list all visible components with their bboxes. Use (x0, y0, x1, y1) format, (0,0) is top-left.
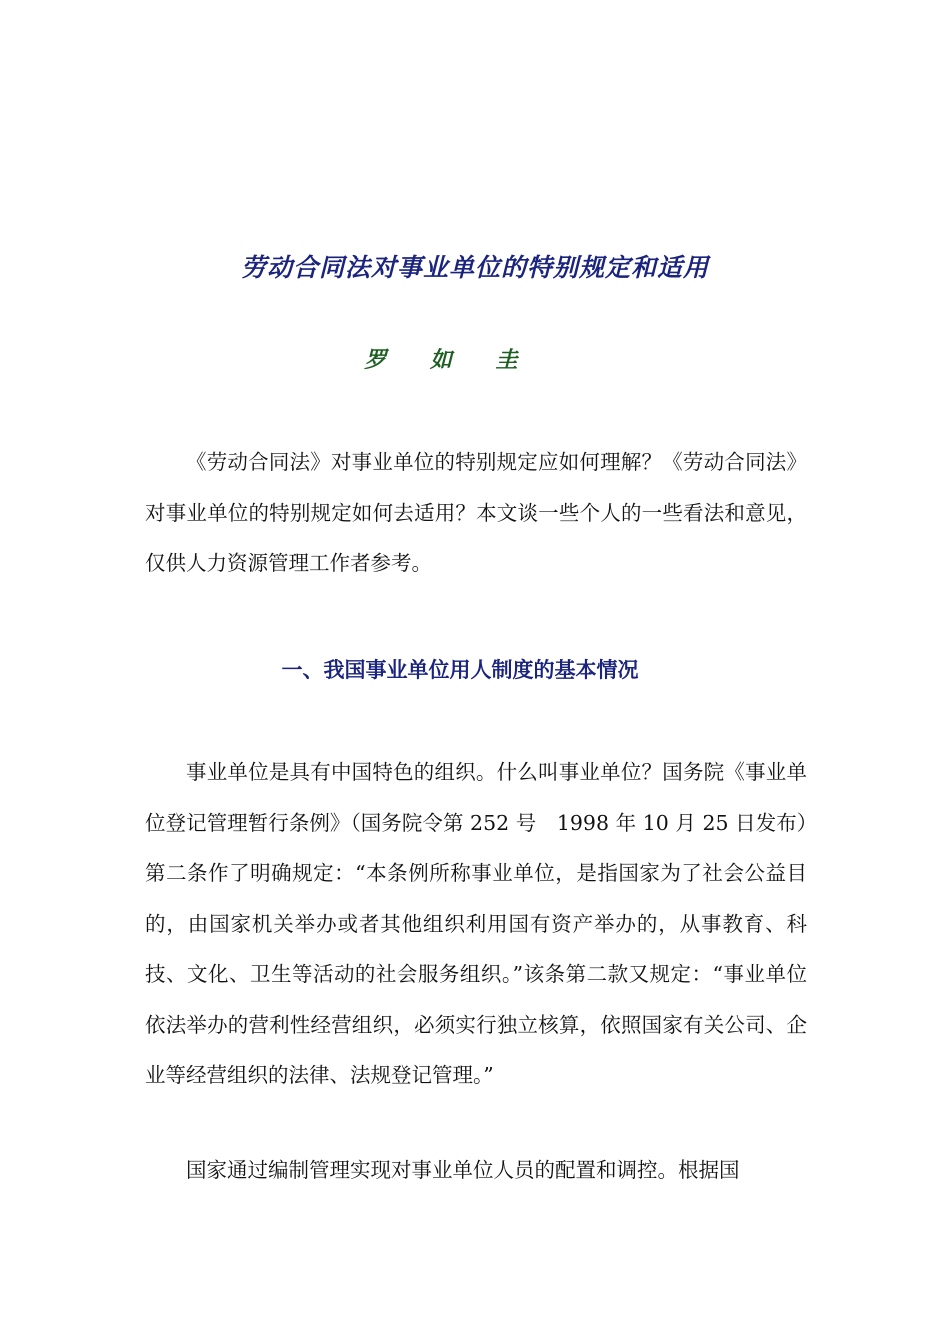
document-title: 劳动合同法对事业单位的特别规定和适用 (240, 253, 709, 282)
intro-paragraph: 《劳动合同法》对事业单位的特别规定应如何理解？《劳动合同法》对事业单位的特别规定如何去适用？本文谈一些个人的一些看法和意见，仅供人力资源管理工作者参考。 (145, 450, 807, 575)
section-heading: 一、我国事业单位用人制度的基本情况 (281, 657, 639, 682)
body-paragraph-1: 事业单位是具有中国特色的组织。什么叫事业单位？国务院《事业单位登记管理暂行条例》（国务院令第 252 号 1998 年 10 月 25 日发布）第二条作了明确规定：“本条例所称事业单位，是指国家为了社会公益目的，由国家机关举办或者其他组织利用国有资产举办的，从事教育、科技、文化、卫生等活动的社会服务组织。”该条第二款又规定：“事业单位依法举办的营利性经营组织，必须实行独立核算，依照国家有关公司、企业等经营组织的法律、法规登记管理。” (145, 760, 807, 1087)
document-author: 罗 如 圭 (364, 347, 536, 373)
body-paragraph-2: 国家通过编制管理实现对事业单位人员的配置和调控。根据国 (186, 1158, 740, 1182)
